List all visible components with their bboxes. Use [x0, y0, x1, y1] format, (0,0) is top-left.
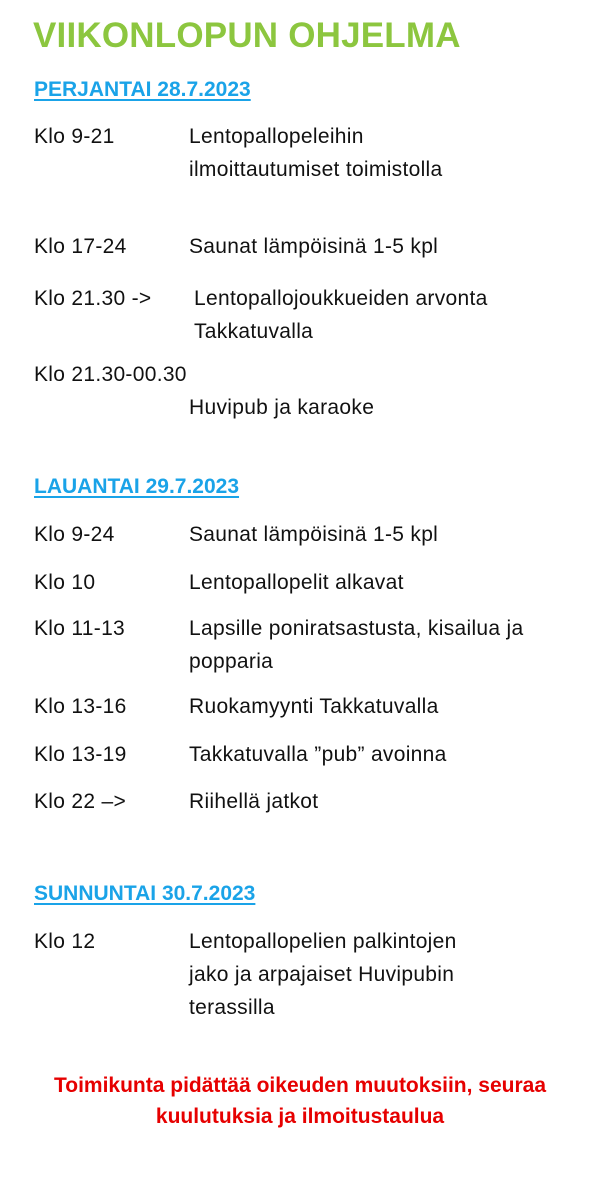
page-title: VIIKONLOPUN OHJELMA [33, 16, 461, 55]
event-time: Klo 10 [34, 571, 96, 594]
event-time: Klo 9-21 [34, 125, 115, 148]
event-description: Saunat lämpöisinä 1-5 kpl [189, 523, 439, 546]
changes-notice: Toimikunta pidättää oikeuden muutoksiin, seuraa kuulutuksia ja ilmoitustaulua [53, 1074, 547, 1128]
event-description: Ruokamyynti Takkatuvalla [189, 695, 439, 718]
event-description: Lapsille poniratsastusta, kisailua ja popparia [189, 617, 524, 673]
event-description: Takkatuvalla ”pub” avoinna [189, 743, 447, 766]
event-description: Lentopallopelit alkavat [189, 571, 404, 594]
event-time: Klo 21.30-00.30 [34, 363, 187, 386]
event-description: Huvipub ja karaoke [189, 396, 375, 419]
event-time: Klo 22 –> [34, 790, 127, 813]
event-time: Klo 17-24 [34, 235, 127, 258]
event-description: Lentopallopelien palkintojen jako ja arpajaiset Huvipubin terassilla [189, 930, 457, 1019]
event-description: Saunat lämpöisinä 1-5 kpl [189, 235, 439, 258]
event-time: Klo 13-16 [34, 695, 127, 718]
event-description: Lentopallopeleihin ilmoittautumiset toimistolla [189, 125, 443, 181]
day-heading-friday: PERJANTAI 28.7.2023 [34, 78, 251, 101]
event-time: Klo 21.30 -> [34, 287, 152, 310]
event-description: Riihellä jatkot [189, 790, 319, 813]
day-heading-sunday: SUNNUNTAI 30.7.2023 [34, 882, 256, 905]
event-time: Klo 12 [34, 930, 96, 953]
day-heading-saturday: LAUANTAI 29.7.2023 [34, 475, 240, 498]
event-time: Klo 11-13 [34, 617, 126, 640]
event-description: Lentopallojoukkueiden arvonta Takkatuvalla [194, 287, 488, 343]
event-time: Klo 13-19 [34, 743, 127, 766]
event-time: Klo 9-24 [34, 523, 115, 546]
